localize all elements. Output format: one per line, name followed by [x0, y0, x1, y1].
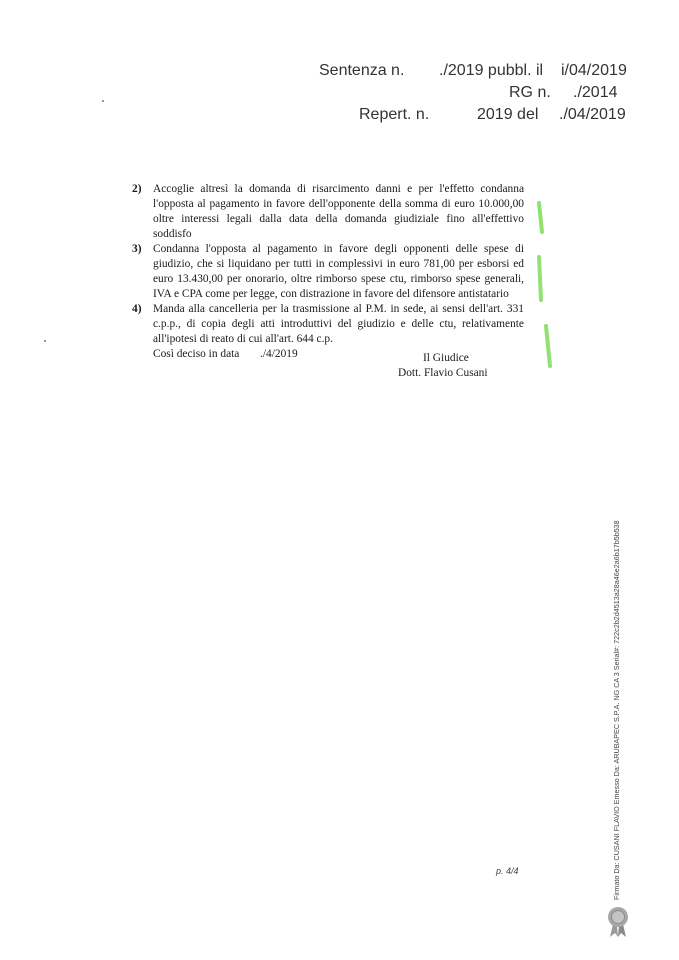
judge-title: Il Giudice — [423, 352, 469, 364]
item-text: Condanna l'opposta al pagamento in favore degli opponenti delle spese di giudizio, che si liquidano per tutti in complessivi in euro 781,00 per esborsi ed euro 13.430,00 per onorario, oltre rimborso spese ctu, rimborso spese generali, IVA e CPA come per legge, con distrazione in favore del difensore antistatario — [153, 243, 524, 300]
repert-value: 2019 del — [477, 106, 539, 123]
rg-label: RG n. — [509, 84, 551, 101]
sentenza-label: Sentenza n. — [319, 62, 405, 79]
repert-label: Repert. n. — [359, 106, 430, 123]
certificate-seal-icon — [605, 906, 631, 938]
digital-signature-strip: Firmato Da: CUSANI FLAVIO Emesso Da: ARUBAPEC S.P.A. NG CA 3 Serial#: 722c2b2d4513a28a46e2a6b17b5b538 — [612, 520, 621, 900]
highlighter-mark — [539, 203, 542, 232]
rg-value: ./2014 — [573, 84, 618, 101]
decided-date: ./4/2019 — [260, 348, 298, 360]
item-number: 3) — [132, 243, 142, 255]
item-number: 4) — [132, 303, 142, 315]
page-number: p. 4/4 — [496, 866, 519, 876]
sentenza-value: ./2019 pubbl. il — [439, 62, 544, 79]
item-text: Accoglie altresì la domanda di risarcimento danni e per l'effetto condanna l'opposta al pagamento in favore dell'opponente della somma di euro 10.000,00 oltre interessi legali dalla data della domanda giudiziale fino all'effettivo soddisfo — [153, 183, 524, 240]
judge-name: Dott. Flavio Cusani — [398, 367, 488, 379]
item-text: Manda alla cancelleria per la trasmissione al P.M. in sede, ai sensi dell'art. 331 c.p.p., di copia degli atti introduttivi del giudizio e delle ctu, relativamente all'ipotesi di reato di cui all'art. 644 c.p. — [153, 303, 524, 345]
highlighter-mark — [539, 257, 541, 300]
repert-date: ./04/2019 — [559, 106, 626, 123]
publication-date: i/04/2019 — [561, 62, 627, 79]
highlighter-mark — [546, 326, 550, 366]
decided-text: Così deciso in data — [153, 348, 240, 360]
item-number: 2) — [132, 183, 142, 195]
